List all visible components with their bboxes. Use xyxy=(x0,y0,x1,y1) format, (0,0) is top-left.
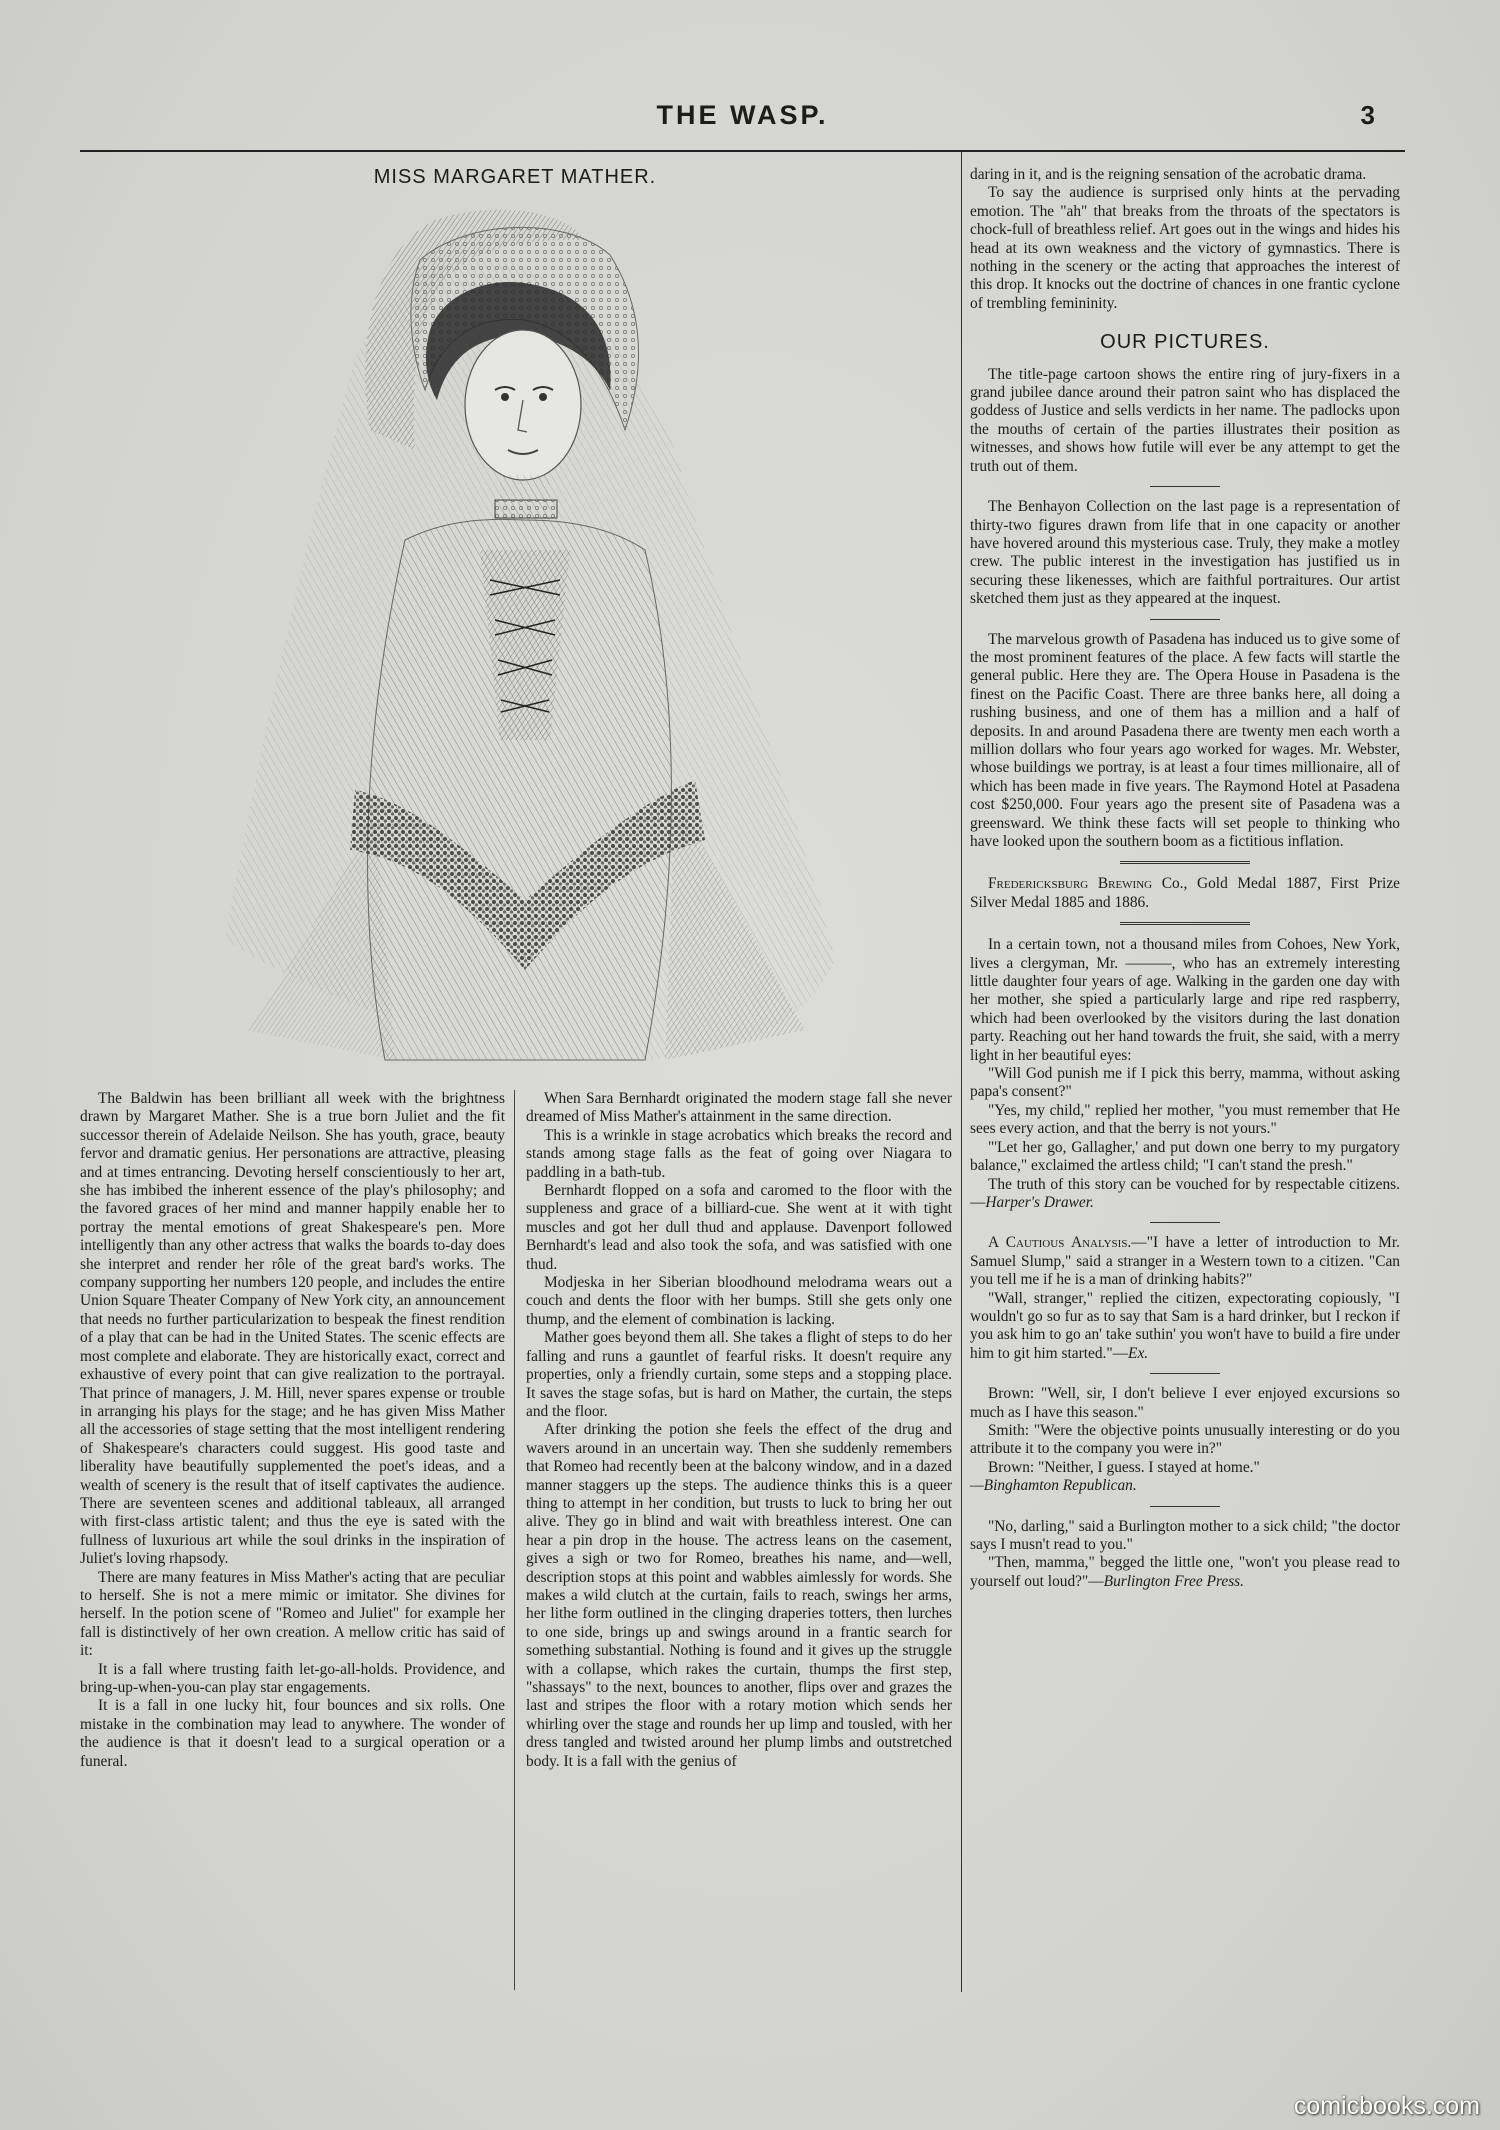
mather-paragraph: After drinking the potion she feels the effect of the drug and wavers around in an uncertain way. Then she suddenly remembers that Romeo had recently been at the balcony window, and in a dazed manner staggers up the steps. The audience thinks this is a queer thing to attempt in her condition, but trusts to luck to bring her out alive. They go in blind and wait with breathless interest. One can hear a pin drop in the house. The actress leans on the casement, gives a sigh or two for Romeo, breathes his name, and—well, description stops at this point and wabbles aimlessly for words. She makes a wild clutch at the curtain, fails to reach, swings her arms, her lithe form outlined in the clinging draperies totters, then lurches to one side, brings up and swings around in a frantic search for something substantial. Nothing is found and it gives up the struggle with a collapse, which rakes the curtain, thumps the first step, "shassays" to the next, bounces to another, flips over and grazes the last and stripes the floor with a rotary motion which sends her whirling over the stage and rounds her up limp and tousled, with her dress tangled and twisted around her plump limbs and outstretched body. It is a fall with the genius of xyxy=(526,1421,952,1770)
page-number: 3 xyxy=(1360,100,1375,130)
pictures-paragraph: The marvelous growth of Pasadena has induced us to give some of the most prominent features of the place. A few facts will startle the general public. Here they are. The Opera House in Pasadena is the finest on the Pacific Coast. There are three banks here, all doing a rushing business, and one of them has a million and a half of deposits. In and around Pasadena there are twenty men each worth a million dollars who four years ago worked for wages. Mr. Webster, whose buildings we portray, is at least a four times millionaire, all of which has been made in five years. The Raymond Hotel at Pasadena cost $250,000. Four years ago the present site of Pasadena was a greensward. We think these facts will set people to thinking who have looked upon the southern boom as a fictitious inflation. xyxy=(970,630,1400,850)
running-head xyxy=(80,96,1405,136)
inner-column-rule xyxy=(514,1090,515,1990)
portrait-engraving xyxy=(205,200,845,1080)
brewing-text: Co., Gold Medal 1887, First Prize Silver Medal 1885 and 1886. xyxy=(970,875,1400,911)
section-divider xyxy=(1120,861,1250,864)
anecdote-paragraph xyxy=(970,1176,1400,1213)
analysis-lead: A Cautious Analysis. xyxy=(988,1234,1132,1252)
pictures-paragraph: The title-page cartoon shows the entire ring of jury-fixers in a grand jubilee dance around their patron saint who has displaced the goddess of Justice and sells verdicts in her name. The padlocks upon the mouths of certain of the parties illustrates their position as witnesses, and shows how futile will ever be any attempt to get the truth out of them. xyxy=(970,365,1400,475)
dialogue-attribution: —Binghamton Republican. xyxy=(970,1477,1137,1495)
mather-paragraph: This is a wrinkle in stage acrobatics which breaks the record and stands among stage falls as the feat of going over Niagara to paddling in a bath-tub. xyxy=(526,1126,952,1181)
mather-paragraph: There are many features in Miss Mather's acting that are peculiar to herself. She is not a mere mimic or imitator. She divines for herself. In the potion scene of "Romeo and Juliet" for example her fall is distinctively of her own creation. A mellow critic has said of it: xyxy=(80,1568,505,1660)
anecdote-attribution: Harper's Drawer. xyxy=(985,1193,1094,1211)
our-pictures-heading: OUR PICTURES. xyxy=(1100,331,1270,354)
continuation-paragraph: daring in it, and is the reigning sensation of the acrobatic drama. xyxy=(970,166,1367,183)
mather-quote: It is a fall where trusting faith let-go-all-holds. Providence, and bring-up-when-you-can play star engagements. xyxy=(80,1660,505,1696)
watermark: comicbooks.com xyxy=(1293,2092,1480,2120)
mather-heading: MISS MARGARET MATHER. xyxy=(373,166,657,188)
analysis-text: "Wall, stranger," replied the citizen, expectorating copiously, "I wouldn't go so fur as to say that Sam is a hard drinker, but I reckon if you ask him to go an' take suthin' you won't have to build a fire under him to git him started."— xyxy=(970,1289,1400,1362)
dialogue-line: Brown: "Neither, I guess. I stayed at home." xyxy=(988,1458,1260,1476)
section-divider xyxy=(1150,1506,1220,1507)
brewing-notice xyxy=(970,875,1400,912)
analysis-paragraph xyxy=(970,1234,1400,1289)
section-divider xyxy=(1120,922,1250,925)
section-divider xyxy=(1150,619,1220,620)
right-column xyxy=(970,166,1400,1591)
analysis-attribution: Ex. xyxy=(1128,1344,1149,1362)
mather-paragraph: Modjeska in her Siberian bloodhound melodrama wears out a couch and dents the floor with her bumps. Still she gets only one thump, and the element of combination is lacking. xyxy=(526,1274,952,1328)
mather-paragraph: The Baldwin has been brilliant all week with the brightness drawn by Margaret Mather. She is a true born Juliet and the fit successor therein of Adelaide Neilson. She has youth, grace, beauty fervor and dramatic genius. Her personations are attractive, pleasing and at times entrancing. Devoting herself conscientiously to her art, she has imbibed the inherent essence of the play's philosophy; and the favored graces of her mind and manner happily enable her to portray the mental emotions of great Shakespeare's pen. More intelligently than any other actress that walks the boards to-day does she interpret and render her rôle of the great bard's works. The company supporting her numbers 120 people, and includes the entire Union Square Theater Company of New York city, an announcement that needs no further particularization to bespeak the finest rendition of a play that can be had in the United States. The scenic effects are most complete and elaborate. They are historically exact, correct and exhaustive of every point that can give realization to the portrayal. That prince of managers, J. M. Hill, never spares expense or trouble in arranging his plays for the stage; and he has given Miss Mather all the accessories of stage setting that the most intelligent rendering of Shakespeare's characters could suggest. His good taste and liberality have beautifully supplemented the poet's ideas, and a wealth of scenery is the result that of itself captivates the audience. There are seventeen scenes and additional tableaux, all arranged with first-class artistic talent; and thus the eye is sated with the fullness of luxurious art while the soul drinks in the inspiration of Juliet's loving rhapsody. xyxy=(80,1090,505,1568)
dialogue-line: Smith: "Were the objective points unusually interesting or do you attribute it to the company you were in?" xyxy=(970,1421,1400,1458)
pictures-paragraph: The Benhayon Collection on the last page is a representation of thirty-two figures drawn from life that in one capacity or another have hovered around this mysterious case. Truly, they make a motley crew. The public interest in the investigation has justified us in securing these likenesses, which are faithful portraitures. Our artist sketched them just as they appeared at the inquest. xyxy=(970,498,1400,608)
section-divider xyxy=(1150,486,1220,487)
header-rule xyxy=(80,150,1405,152)
column-rule xyxy=(961,152,962,1992)
brewing-name: Fredericksburg Brewing xyxy=(988,875,1153,893)
analysis-paragraph xyxy=(970,1290,1400,1364)
continuation-paragraph: To say the audience is surprised only hints at the pervading emotion. The "ah" that breaks from the throats of the spectators is chock-full of breathless relief. Art goes out in the wings and hides his head at its own weakness and the victory of gymnastics. There is nothing in the scenery or the acting that approaches the interest of this drop. It knocks out the doctrine of chances in one frantic cyclone of trembling femininity. xyxy=(970,184,1400,312)
anecdote-paragraph: In a certain town, not a thousand miles from Cohoes, New York, lives a clergyman, Mr. ———, who has an extremely interesting little daughter four years of age. Walking in the garden one day with her mother, she spied a particularly large and ripe red raspberry, which had been overlooked by the visitors during the last donation party. Reaching out her hand towards the fruit, she said, with a merry light in her beautiful eyes: xyxy=(970,936,1400,1064)
anecdote-paragraph: "Will God punish me if I pick this berry, mamma, without asking papa's consent?" xyxy=(970,1065,1400,1101)
mather-quote: It is a fall in one lucky hit, four bounces and six rolls. One mistake in the combination may lead to anywhere. The wonder of the audience is that it doesn't lead to a surgical operation or a funeral. xyxy=(80,1697,505,1770)
section-divider xyxy=(1150,1373,1220,1374)
mather-paragraph: When Sara Bernhardt originated the modern stage fall she never dreamed of Miss Mather's attainment in the same direction. xyxy=(526,1090,952,1126)
masthead-title: THE WASP. xyxy=(656,100,829,130)
anecdote-paragraph: "'Let her go, Gallagher,' and put down one berry to my purgatory balance," exclaimed the artless child; "I can't stand the presh." xyxy=(970,1138,1400,1175)
analysis-text: —"I have a letter of introduction to Mr. Samuel Slump," said a stranger in a Western town to a citizen. "Can you tell me if he is a man of drinking habits?" xyxy=(970,1234,1400,1289)
darling-paragraph xyxy=(970,1554,1400,1591)
anecdote-paragraph: "Yes, my child," replied her mother, "you must remember that He sees every action, and that the berry is not yours." xyxy=(970,1101,1400,1138)
darling-paragraph: "No, darling," said a Burlington mother to a sick child; "the doctor says I musn't read to you." xyxy=(970,1517,1400,1553)
section-divider xyxy=(1150,1222,1220,1223)
darling-text: "Then, mamma," begged the little one, "won't you please read to yourself out loud?"— xyxy=(970,1554,1400,1590)
dialogue-line: Brown: "Well, sir, I don't believe I ever enjoyed excursions so much as I have this season." xyxy=(970,1385,1400,1421)
mather-left-column xyxy=(80,1090,505,1771)
anecdote-text: The truth of this story can be vouched for by respectable citizens.— xyxy=(970,1175,1400,1211)
mather-middle-column xyxy=(526,1090,952,1771)
mather-paragraph: Bernhardt flopped on a sofa and caromed to the floor with the suppleness and grace of a billiard-cue. She went at it with tight muscles and got her dull thud and applause. Davenport followed Bernhardt's lead and also took the sofa, and was satisfied with one thud. xyxy=(526,1182,952,1273)
mather-paragraph: Mather goes beyond them all. She takes a flight of steps to do her falling and runs a gauntlet of fearful risks. It doesn't require any properties, only a friendly curtain, some steps and a stopping place. It saves the stage sofas, but is hard on Mather, the curtain, the steps and the floor. xyxy=(526,1329,952,1420)
darling-attribution: Burlington Free Press. xyxy=(1103,1572,1245,1590)
